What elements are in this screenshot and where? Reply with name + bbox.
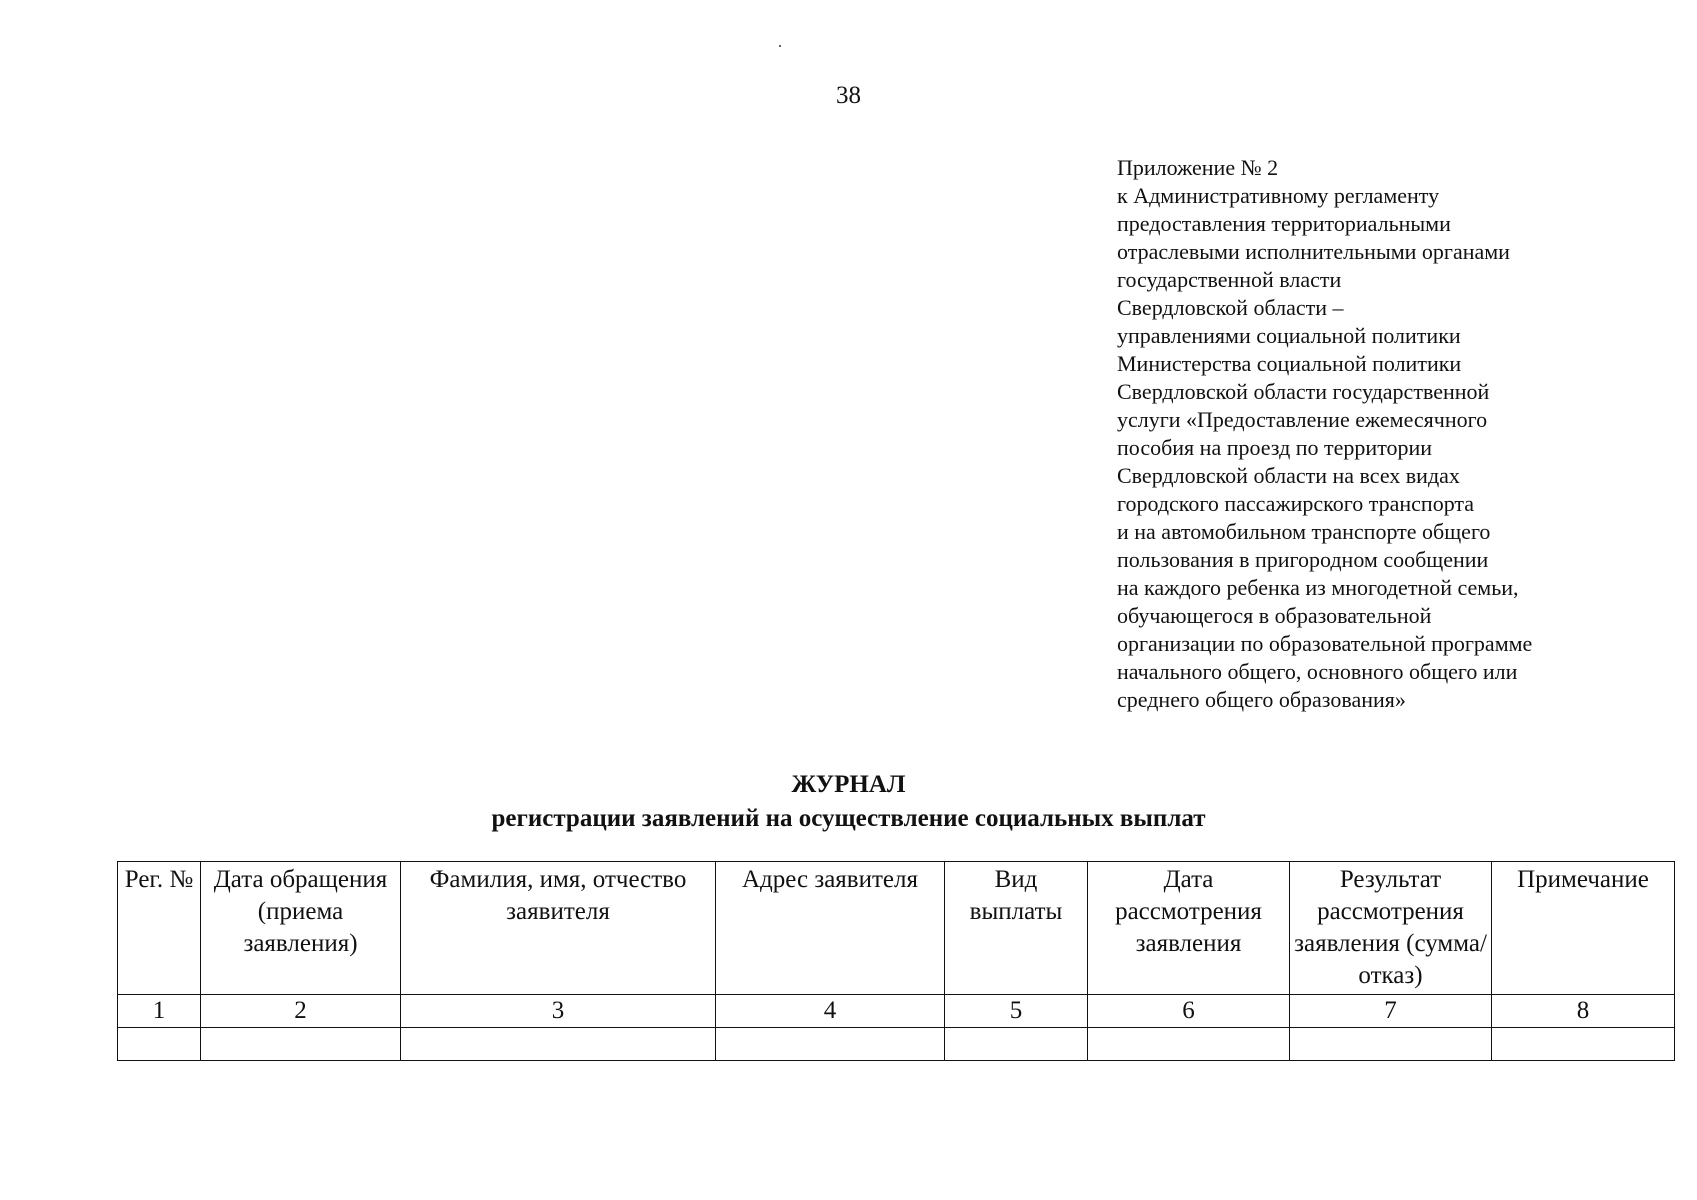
appendix-line: обучающегося в образовательной: [1117, 603, 1432, 628]
table-cell: [118, 1028, 201, 1061]
table-column-number-row: [118, 995, 1675, 1028]
table-cell: [1290, 1028, 1492, 1061]
header-review-result: Результат рассмотрения заявления (сумма/отказ): [1290, 862, 1492, 995]
header-review-date: Дата рассмотрения заявления: [1088, 862, 1290, 995]
registration-journal-table: [117, 861, 1675, 1061]
header-payment-type: Вид выплаты: [945, 862, 1088, 995]
table-cell: [201, 1028, 401, 1061]
column-number: 1: [118, 995, 201, 1028]
appendix-line: государственной власти: [1117, 267, 1342, 292]
appendix-line: организации по образовательной программе: [1117, 631, 1533, 656]
table-cell: [945, 1028, 1088, 1061]
scan-speck: [779, 45, 781, 47]
page-number: 38: [836, 82, 861, 109]
appendix-block: [1117, 154, 1677, 714]
appendix-line: предоставления территориальными: [1117, 211, 1451, 236]
appendix-line: Свердловской области на всех видах: [1117, 463, 1460, 488]
column-number: 6: [1088, 995, 1290, 1028]
table-header-row: [118, 862, 1675, 995]
header-applicant-address: Адрес заявителя: [716, 862, 945, 995]
table-cell: [401, 1028, 716, 1061]
header-application-date: Дата обращения (приема заявления): [201, 862, 401, 995]
appendix-line: отраслевыми исполнительными органами: [1117, 239, 1510, 264]
appendix-line: и на автомобильном транспорте общего: [1117, 519, 1491, 544]
header-reg-number: Рег. №: [118, 862, 201, 995]
column-number: 5: [945, 995, 1088, 1028]
table-cell: [1492, 1028, 1675, 1061]
appendix-line: Приложение № 2: [1117, 155, 1279, 180]
column-number: 3: [401, 995, 716, 1028]
journal-subtitle: регистрации заявлений на осуществление социальных выплат: [491, 805, 1206, 832]
appendix-line: среднего общего образования»: [1117, 687, 1406, 712]
appendix-line: пользования в пригородном сообщении: [1117, 547, 1489, 572]
table-cell: [716, 1028, 945, 1061]
table-row: [118, 1028, 1675, 1061]
table-cell: [1088, 1028, 1290, 1061]
appendix-line: управлениями социальной политики: [1117, 323, 1461, 348]
appendix-line: на каждого ребенка из многодетной семьи,: [1117, 575, 1519, 600]
appendix-line: Министерства социальной политики: [1117, 351, 1462, 376]
appendix-line: пособия на проезд по территории: [1117, 435, 1433, 460]
column-number: 4: [716, 995, 945, 1028]
header-applicant-name: Фамилия, имя, отчество заявителя: [401, 862, 716, 995]
appendix-line: Свердловской области государственной: [1117, 379, 1490, 404]
journal-title: ЖУРНАЛ: [791, 771, 906, 798]
appendix-line: начального общего, основного общего или: [1117, 659, 1518, 684]
journal-heading: [0, 768, 1697, 836]
appendix-line: Свердловской области –: [1117, 295, 1344, 320]
appendix-line: к Административному регламенту: [1117, 183, 1440, 208]
column-number: 2: [201, 995, 401, 1028]
appendix-line: городского пассажирского транспорта: [1117, 491, 1475, 516]
column-number: 8: [1492, 995, 1675, 1028]
appendix-line: услуги «Предоставление ежемесячного: [1117, 407, 1488, 432]
column-number: 7: [1290, 995, 1492, 1028]
header-note: Примечание: [1492, 862, 1675, 995]
